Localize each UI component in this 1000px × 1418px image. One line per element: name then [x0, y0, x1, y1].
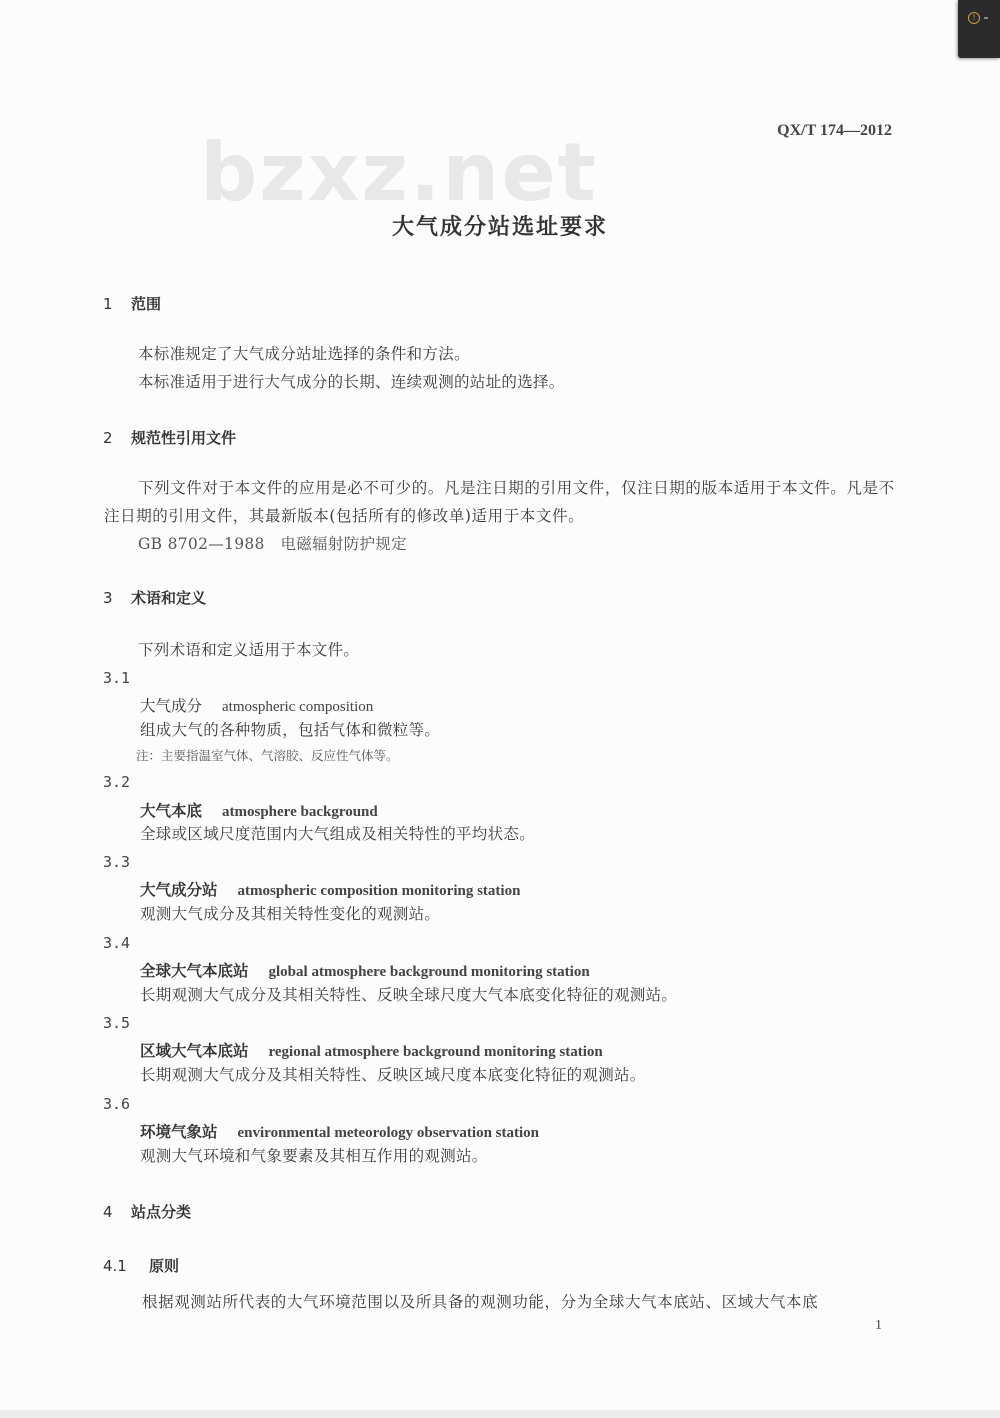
section-number: 2 [103, 429, 113, 447]
term-en: atmospheric composition monitoring station [237, 883, 521, 899]
term-entry [140, 694, 373, 716]
section-title: 站点分类 [131, 1203, 192, 1221]
document-title: 大气成分站选址要求 [391, 215, 608, 240]
term-en: atmospheric composition [222, 699, 374, 715]
clause-number: 3.1 [103, 669, 131, 687]
paragraph: 下列文件对于本文件的应用是必不可少的。凡是注日期的引用文件，仅注日期的版本适用于本文件。凡是不注日期的引用文件，其最新版本(包括所有的修改单)适用于本文件。 [104, 479, 895, 525]
term-definition: 长期观测大气成分及其相关特性、反映区域尺度本底变化特征的观测站。 [140, 1066, 646, 1084]
term-entry [140, 799, 378, 821]
section-heading-4 [103, 1201, 191, 1222]
section-heading-2 [103, 427, 236, 448]
standard-code: QX/T 174—2012 [777, 122, 892, 139]
term-definition: 观测大气环境和气象要素及其相互作用的观测站。 [140, 1147, 488, 1165]
clause-number: 3.5 [103, 1014, 131, 1032]
watermark: bzxz.net [200, 126, 598, 219]
term-en: global atmosphere background monitoring station [268, 964, 590, 980]
term-definition: 全球或区域尺度范围内大气组成及相关特性的平均状态。 [140, 825, 536, 843]
clause-number: 3.2 [103, 773, 131, 791]
subsection-title: 原则 [149, 1257, 180, 1275]
term-definition: 观测大气成分及其相关特性变化的观测站。 [140, 905, 441, 923]
term-zh: 区域大气本底站 [140, 1042, 249, 1060]
term-definition: 组成大气的各种物质，包括气体和微粒等。 [140, 721, 441, 739]
section-number: 3 [103, 589, 113, 607]
subsection-heading-4-1 [103, 1255, 179, 1276]
viewer-corner-tab[interactable] [958, 0, 1000, 58]
term-entry [140, 959, 590, 981]
term-entry [140, 878, 520, 900]
subsection-number: 4.1 [103, 1257, 127, 1275]
page-bottom-edge [0, 1410, 1000, 1418]
term-en: environmental meteorology observation station [237, 1125, 540, 1141]
term-definition: 长期观测大气成分及其相关特性、反映全球尺度大气本底变化特征的观测站。 [140, 986, 678, 1004]
term-zh: 全球大气本底站 [140, 962, 249, 980]
paragraph: 根据观测站所代表的大气环境范围以及所具备的观测功能，分为全球大气本底站、区域大气本底 [142, 1293, 819, 1311]
tab-indicator [984, 17, 988, 19]
term-en: regional atmosphere background monitoring station [268, 1044, 603, 1060]
term-entry [140, 1039, 603, 1061]
clause-number: 3.4 [103, 934, 131, 952]
section-number: 4 [103, 1203, 113, 1221]
term-zh: 大气成分站 [140, 881, 218, 899]
warning-circle-icon[interactable]: ! [968, 12, 980, 24]
term-en: atmosphere background [222, 804, 378, 820]
term-zh: 环境气象站 [140, 1123, 218, 1141]
clause-number: 3.6 [103, 1095, 131, 1113]
section-heading-1 [103, 293, 161, 314]
paragraph: 下列术语和定义适用于本文件。 [138, 641, 360, 659]
term-zh: 大气本底 [140, 802, 203, 820]
normative-reference: GB 8702—1988 电磁辐射防护规定 [138, 535, 407, 553]
section-title: 范围 [131, 295, 162, 313]
term-zh: 大气成分 [140, 697, 203, 715]
section-title: 规范性引用文件 [131, 429, 237, 447]
page-number: 1 [875, 1318, 882, 1333]
section-title: 术语和定义 [131, 589, 207, 607]
clause-number: 3.3 [103, 853, 131, 871]
term-entry [140, 1120, 539, 1142]
term-note: 注：主要指温室气体、气溶胶、反应性气体等。 [136, 748, 399, 763]
paragraph: 本标准适用于进行大气成分的长期、连续观测的站址的选择。 [138, 373, 565, 391]
section-heading-3 [103, 587, 206, 608]
paragraph: 本标准规定了大气成分站址选择的条件和方法。 [138, 345, 470, 363]
section-number: 1 [103, 295, 113, 313]
